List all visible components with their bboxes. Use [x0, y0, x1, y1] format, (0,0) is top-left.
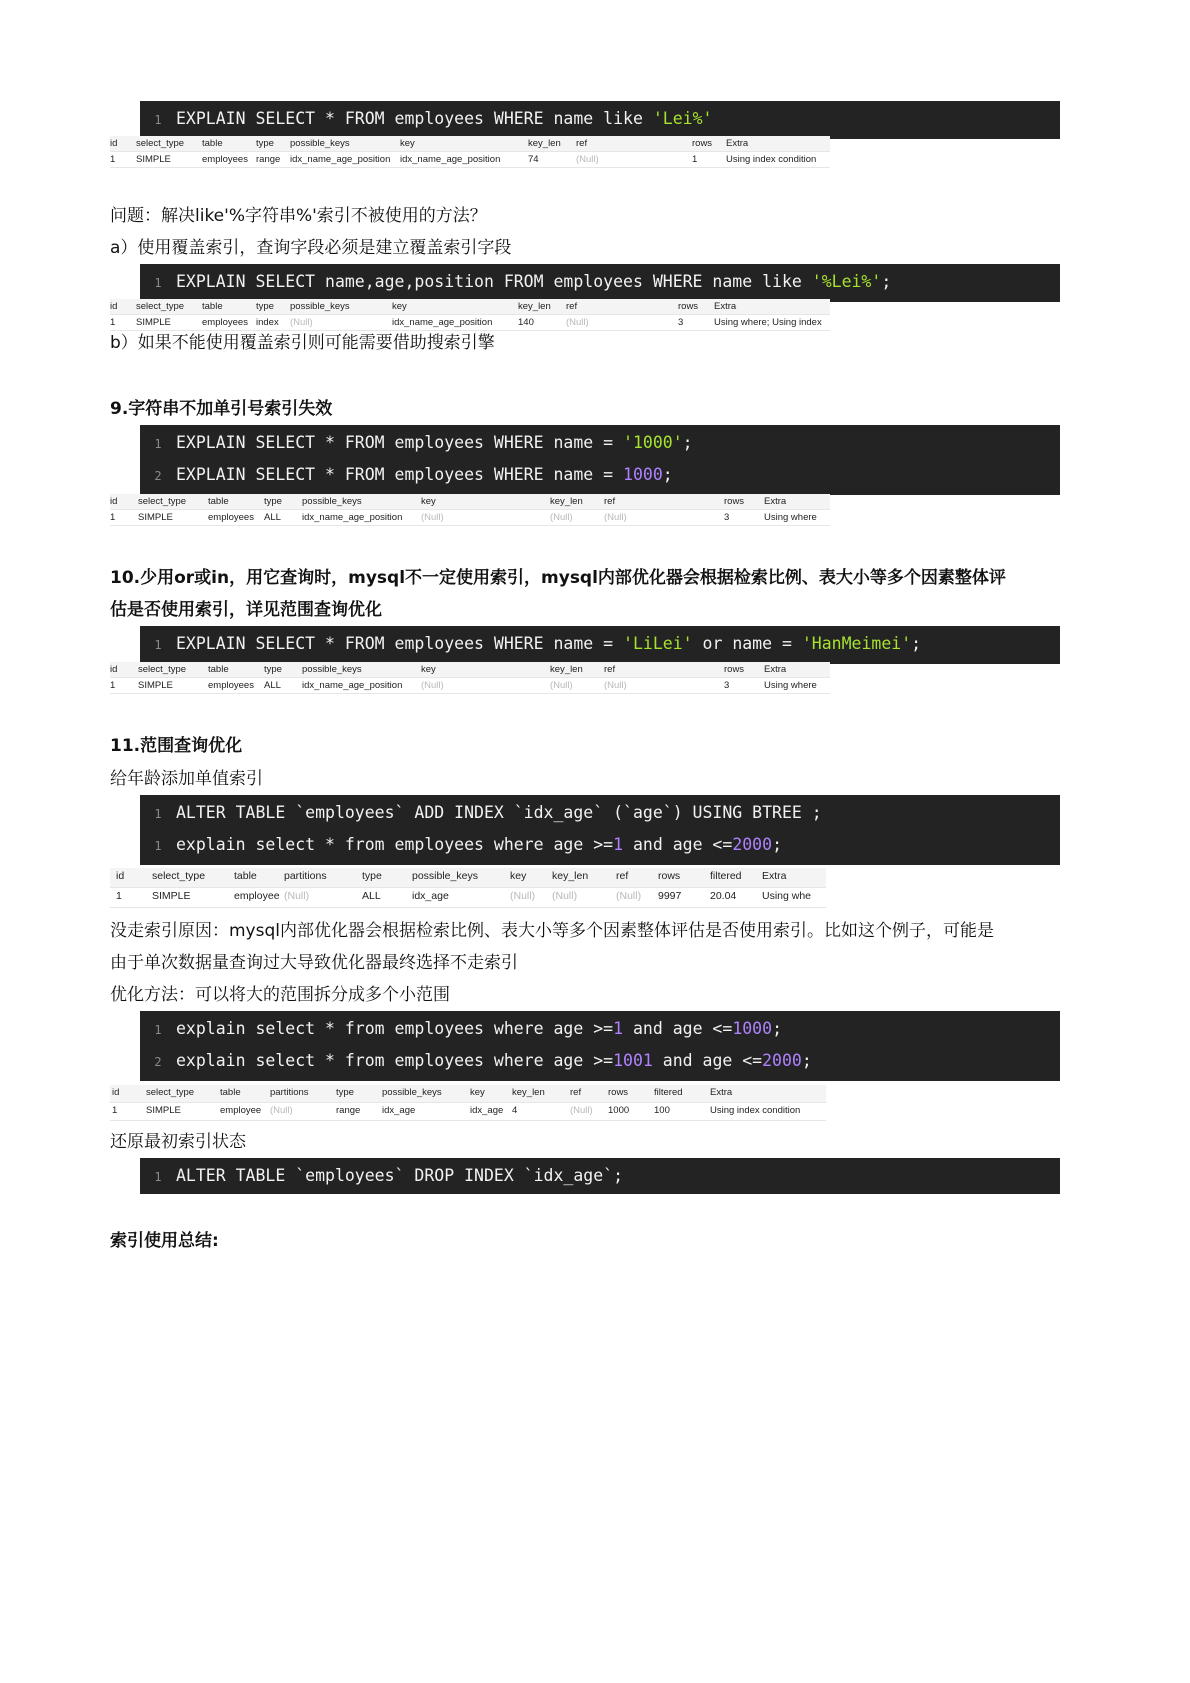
column-header: table: [202, 301, 223, 312]
table-cell: 3: [724, 512, 730, 523]
line-number: 1: [154, 807, 162, 821]
table-cell: idx_age: [382, 1105, 416, 1116]
table-cell: (Null): [421, 512, 444, 523]
code-line: [140, 459, 1060, 491]
table-cell: 3: [678, 317, 684, 328]
table-header-row: [110, 868, 826, 888]
table-cell: (Null): [550, 680, 573, 691]
column-header: key_len: [528, 138, 561, 149]
table-cell: (Null): [552, 890, 578, 902]
section-heading-10-line2: 估是否使用索引，详见范围查询优化: [110, 600, 382, 620]
line-number: 1: [154, 839, 162, 853]
table-header-row: [110, 1085, 826, 1103]
table-cell: 1: [110, 317, 116, 328]
table-cell: Using index condition: [726, 154, 817, 165]
table-cell: 74: [528, 154, 539, 165]
column-header: key: [392, 301, 407, 312]
option-b-text: b）如果不能使用覆盖索引则可能需要借助搜索引擎: [110, 333, 495, 353]
code-number: 2000: [762, 1051, 802, 1070]
table-cell: SIMPLE: [152, 890, 191, 902]
table-cell: 140: [518, 317, 534, 328]
table-cell: (Null): [510, 890, 536, 902]
column-header: key: [400, 138, 415, 149]
code-block-no-quotes: [140, 425, 1060, 495]
code-text: ;: [911, 634, 922, 653]
section-heading-11: 11.范围查询优化: [110, 736, 243, 756]
table-cell: idx_name_age_position: [302, 512, 403, 523]
code-text: explain select * from employees where age >=: [176, 1019, 614, 1038]
table-cell: (Null): [616, 890, 642, 902]
code-number: 1000: [623, 465, 663, 484]
section-heading-10-line1: 10.少用or或in，用它查询时，mysql不一定使用索引，mysql内部优化器会根据检索比例、表大小等多个因素整体评: [110, 568, 1006, 588]
column-header: id: [116, 870, 125, 882]
code-number: 1: [613, 835, 624, 854]
code-number: 1001: [613, 1051, 653, 1070]
column-header: key: [421, 496, 436, 507]
line-number: 1: [154, 1023, 162, 1037]
code-text: ;: [772, 835, 782, 854]
line-number: 1: [154, 276, 162, 290]
code-text: or name =: [692, 634, 802, 653]
code-text: ;: [772, 1019, 782, 1038]
column-header: key: [510, 870, 527, 882]
table-row: [110, 888, 826, 908]
table-cell: employee: [220, 1105, 262, 1116]
column-header: ref: [616, 870, 629, 882]
table-cell: Using whe: [762, 890, 812, 902]
column-header: id: [110, 496, 118, 507]
code-block-covering-index: [140, 264, 1060, 302]
table-cell: (Null): [604, 680, 627, 691]
table-cell: idx_name_age_position: [400, 154, 501, 165]
table-cell: employees: [208, 680, 254, 691]
code-string: 'Lei%': [652, 109, 713, 128]
line-number: 1: [154, 638, 162, 652]
question-text: 问题：解决like'%字符串%'索引不被使用的方法？: [110, 206, 487, 226]
column-header: select_type: [136, 138, 185, 149]
column-header: Extra: [762, 870, 787, 882]
explain-result-or-in: [110, 662, 830, 694]
code-string: 'LiLei': [623, 634, 693, 653]
column-header: key_len: [552, 870, 589, 882]
column-header: Extra: [710, 1087, 733, 1098]
column-header: rows: [724, 496, 745, 507]
explain-result-range-add: [110, 868, 826, 908]
column-header: type: [362, 870, 382, 882]
column-header: key_len: [550, 664, 583, 675]
table-cell: 1: [110, 512, 116, 523]
code-text: EXPLAIN SELECT * FROM employees WHERE name like: [176, 109, 653, 128]
table-cell: SIMPLE: [136, 317, 171, 328]
column-header: select_type: [136, 301, 185, 312]
table-cell: SIMPLE: [146, 1105, 181, 1116]
table-cell: 1: [110, 154, 116, 165]
table-cell: 9997: [658, 890, 682, 902]
table-cell: idx_name_age_position: [302, 680, 403, 691]
table-row: [110, 678, 830, 694]
code-line: [140, 1013, 1060, 1045]
column-header: id: [112, 1087, 120, 1098]
table-cell: 1000: [608, 1105, 630, 1116]
line-number: 2: [154, 1055, 162, 1069]
code-text: ALTER TABLE `employees` DROP INDEX `idx_age`;: [176, 1166, 624, 1185]
table-cell: (Null): [550, 512, 573, 523]
table-cell: (Null): [604, 512, 627, 523]
code-line: [140, 103, 1060, 135]
table-cell: (Null): [576, 154, 599, 165]
code-line: [140, 1045, 1060, 1077]
table-cell: idx_name_age_position: [290, 154, 391, 165]
code-number: 1: [613, 1019, 624, 1038]
add-index-label: 给年龄添加单值索引: [110, 769, 263, 789]
line-number: 1: [154, 1170, 162, 1184]
column-header: table: [234, 870, 257, 882]
table-cell: 1: [112, 1105, 118, 1116]
column-header: rows: [658, 870, 681, 882]
explain-result-no-quotes: [110, 494, 830, 526]
explain-result-range-split: [110, 1085, 826, 1121]
table-cell: 1: [692, 154, 698, 165]
table-cell: ALL: [362, 890, 381, 902]
table-cell: idx_age: [470, 1105, 504, 1116]
column-header: ref: [566, 301, 578, 312]
column-header: select_type: [138, 664, 187, 675]
code-text: ;: [662, 465, 673, 484]
section-heading-9: 9.字符串不加单引号索引失效: [110, 399, 333, 419]
table-cell: Using index condition: [710, 1105, 801, 1116]
column-header: type: [256, 301, 274, 312]
table-cell: Using where; Using index: [714, 317, 822, 328]
column-header: rows: [678, 301, 699, 312]
code-string: '1000': [623, 433, 683, 452]
column-header: key: [470, 1087, 485, 1098]
column-header: Extra: [764, 664, 787, 675]
code-text: and age <=: [652, 1051, 763, 1070]
summary-heading: 索引使用总结:: [110, 1231, 219, 1251]
table-cell: (Null): [566, 317, 589, 328]
table-cell: 20.04: [710, 890, 737, 902]
table-cell: 4: [512, 1105, 518, 1116]
column-header: id: [110, 138, 118, 149]
column-header: table: [208, 496, 229, 507]
column-header: possible_keys: [382, 1087, 442, 1098]
table-cell: employees: [208, 512, 254, 523]
table-cell: (Null): [570, 1105, 593, 1116]
table-header-row: [110, 494, 830, 510]
line-number: 1: [154, 437, 162, 451]
code-block-drop-index: [140, 1158, 1060, 1194]
table-cell: idx_name_age_position: [392, 317, 493, 328]
table-cell: (Null): [290, 317, 313, 328]
column-header: ref: [576, 138, 588, 149]
column-header: possible_keys: [302, 496, 362, 507]
option-a-text: a）使用覆盖索引，查询字段必须是建立覆盖索引字段: [110, 238, 512, 258]
code-line: [140, 628, 1060, 660]
column-header: possible_keys: [290, 301, 350, 312]
column-header: partitions: [284, 870, 327, 882]
table-cell: ALL: [264, 680, 281, 691]
column-header: rows: [608, 1087, 629, 1098]
code-block-range-add-index: [140, 795, 1060, 865]
table-cell: employee: [234, 890, 280, 902]
code-text: EXPLAIN SELECT * FROM employees WHERE name =: [176, 465, 624, 484]
code-text: EXPLAIN SELECT * FROM employees WHERE name =: [176, 634, 624, 653]
code-text: EXPLAIN SELECT * FROM employees WHERE name =: [176, 433, 624, 452]
column-header: ref: [604, 496, 616, 507]
code-text: ALTER TABLE `employees` ADD INDEX `idx_age` (`age`) USING BTREE ;: [176, 803, 822, 822]
column-header: Extra: [764, 496, 787, 507]
table-cell: (Null): [284, 890, 310, 902]
column-header: Extra: [726, 138, 749, 149]
table-cell: SIMPLE: [138, 512, 173, 523]
table-header-row: [110, 662, 830, 678]
column-header: select_type: [146, 1087, 195, 1098]
column-header: ref: [570, 1087, 582, 1098]
table-cell: (Null): [270, 1105, 293, 1116]
code-line: [140, 266, 1060, 298]
column-header: key_len: [512, 1087, 545, 1098]
column-header: key_len: [550, 496, 583, 507]
column-header: id: [110, 664, 118, 675]
column-header: filtered: [710, 870, 742, 882]
code-line: [140, 427, 1060, 459]
code-text: ;: [881, 272, 892, 291]
column-header: type: [264, 664, 282, 675]
column-header: rows: [724, 664, 745, 675]
column-header: filtered: [654, 1087, 683, 1098]
table-row: [110, 315, 830, 331]
column-header: table: [202, 138, 223, 149]
column-header: Extra: [714, 301, 737, 312]
table-cell: range: [256, 154, 281, 165]
table-cell: idx_age: [412, 890, 449, 902]
table-row: [110, 152, 830, 168]
table-cell: SIMPLE: [138, 680, 173, 691]
reason-line1: 没走索引原因：mysql内部优化器会根据检索比例、表大小等多个因素整体评估是否使用索引。比如这个例子，可能是: [110, 921, 994, 941]
line-number: 1: [154, 113, 162, 127]
table-cell: SIMPLE: [136, 154, 171, 165]
code-number: 1000: [732, 1019, 773, 1038]
code-text: EXPLAIN SELECT name,age,position FROM employees WHERE name like: [176, 272, 812, 291]
column-header: partitions: [270, 1087, 309, 1098]
explain-result-like-prefix: [110, 136, 830, 168]
table-cell: employees: [202, 154, 248, 165]
code-number: 2000: [732, 835, 773, 854]
code-block-like-prefix: [140, 101, 1060, 139]
column-header: key: [421, 664, 436, 675]
explain-result-covering-index: [110, 299, 830, 331]
table-cell: (Null): [421, 680, 444, 691]
table-cell: 1: [110, 680, 116, 691]
table-header-row: [110, 299, 830, 315]
table-header-row: [110, 136, 830, 152]
column-header: possible_keys: [290, 138, 350, 149]
reason-line2: 由于单次数据量查询过大导致优化器最终选择不走索引: [110, 953, 518, 973]
table-row: [110, 510, 830, 526]
code-line: [140, 1160, 1060, 1192]
code-line: [140, 797, 1060, 829]
table-cell: employees: [202, 317, 248, 328]
column-header: select_type: [138, 496, 187, 507]
column-header: select_type: [152, 870, 206, 882]
code-line: [140, 829, 1060, 861]
column-header: type: [264, 496, 282, 507]
line-number: 2: [154, 469, 162, 483]
table-cell: ALL: [264, 512, 281, 523]
code-string: 'HanMeimei': [801, 634, 912, 653]
code-text: and age <=: [623, 1019, 733, 1038]
column-header: possible_keys: [302, 664, 362, 675]
column-header: id: [110, 301, 118, 312]
code-text: explain select * from employees where age >=: [176, 835, 614, 854]
code-text: explain select * from employees where age >=: [176, 1051, 614, 1070]
column-header: ref: [604, 664, 616, 675]
table-cell: 1: [116, 890, 122, 902]
code-text: ;: [801, 1051, 812, 1070]
restore-label: 还原最初索引状态: [110, 1132, 246, 1152]
column-header: possible_keys: [412, 870, 478, 882]
table-cell: range: [336, 1105, 361, 1116]
column-header: key_len: [518, 301, 551, 312]
optimize-label: 优化方法：可以将大的范围拆分成多个小范围: [110, 985, 450, 1005]
table-cell: Using where: [764, 512, 817, 523]
table-row: [110, 1103, 826, 1121]
column-header: table: [208, 664, 229, 675]
code-text: ;: [682, 433, 693, 452]
code-block-or-in: [140, 626, 1060, 664]
table-cell: 3: [724, 680, 730, 691]
table-cell: 100: [654, 1105, 670, 1116]
code-block-range-split: [140, 1011, 1060, 1081]
table-cell: Using where: [764, 680, 817, 691]
column-header: rows: [692, 138, 713, 149]
code-text: and age <=: [623, 835, 733, 854]
column-header: type: [256, 138, 274, 149]
code-string: '%Lei%': [811, 272, 882, 291]
column-header: type: [336, 1087, 354, 1098]
column-header: table: [220, 1087, 241, 1098]
table-cell: index: [256, 317, 279, 328]
